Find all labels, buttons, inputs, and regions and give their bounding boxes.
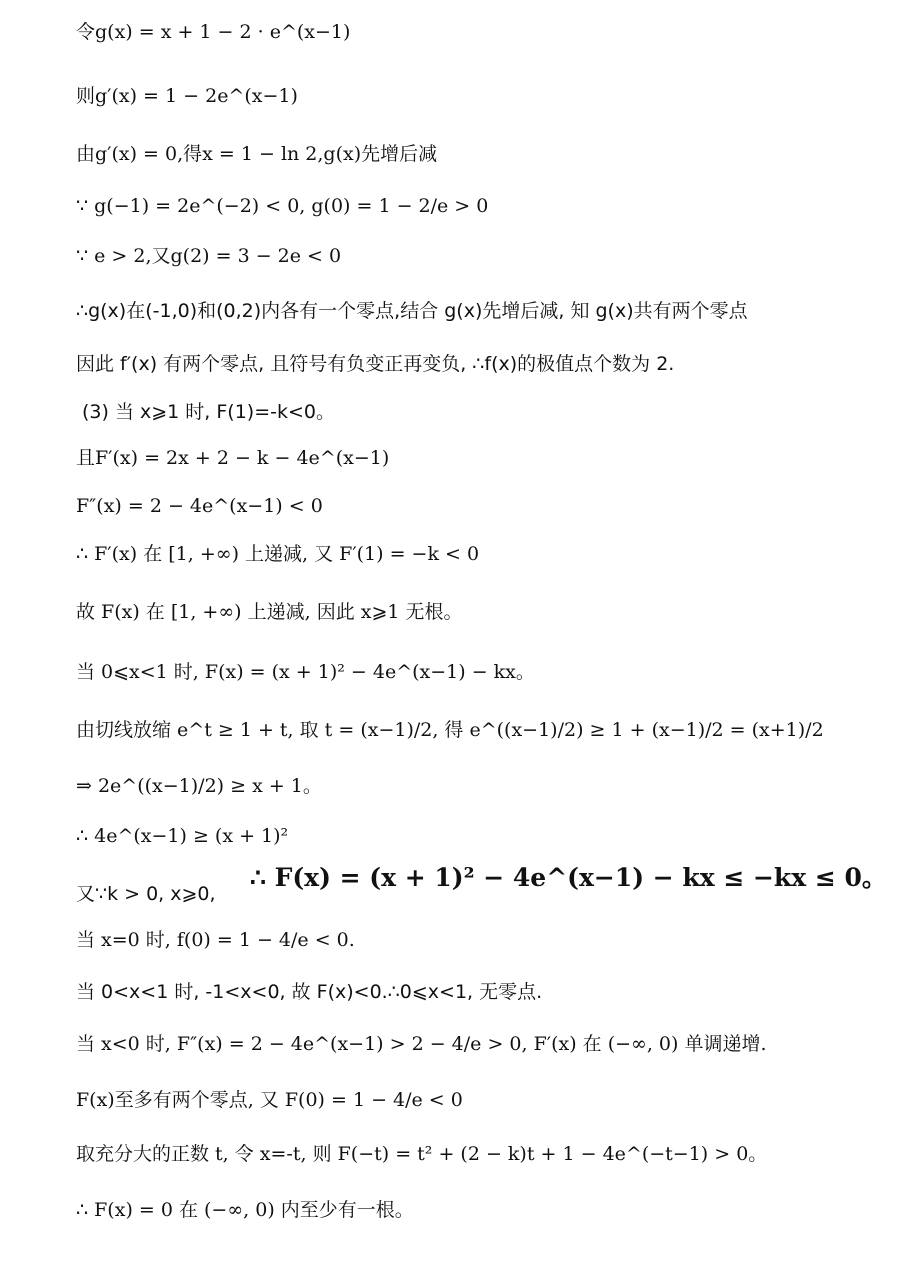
line-13: 当 0⩽x<1 时, F(x) = (x + 1)² − 4e^(x−1) − kx。 [76, 661, 535, 683]
line-24: ∴ F(x) = 0 在 (−∞, 0) 内至少有一根。 [76, 1199, 414, 1221]
line-22: F(x)至多有两个零点, 又 F(0) = 1 − 4/e < 0 [76, 1089, 463, 1111]
line-19: 当 x=0 时, f(0) = 1 − 4/e < 0. [76, 929, 355, 951]
line-10: F″(x) = 2 − 4e^(x−1) < 0 [76, 495, 323, 517]
line-12: 故 F(x) 在 [1, +∞) 上递减, 因此 x⩾1 无根。 [76, 601, 463, 623]
line-2: 则g′(x) = 1 − 2e^(x−1) [76, 85, 298, 107]
line-18: ∴ F(x) = (x + 1)² − 4e^(x−1) − kx ≤ −kx ≤ 0。 [250, 863, 887, 892]
line-20: 当 0<x<1 时, -1<x<0, 故 F(x)<0.∴0⩽x<1, 无零点. [76, 981, 543, 1003]
line-4: ∵ g(−1) = 2e^(−2) < 0, g(0) = 1 − 2/e > 0 [76, 195, 489, 217]
line-11: ∴ F′(x) 在 [1, +∞) 上递减, 又 F′(1) = −k < 0 [76, 543, 480, 565]
line-9: 且F′(x) = 2x + 2 − k − 4e^(x−1) [76, 447, 390, 469]
line-21: 当 x<0 时, F″(x) = 2 − 4e^(x−1) > 2 − 4/e > 0, F′(x) 在 (−∞, 0) 单调递增. [76, 1033, 767, 1055]
line-7: 因此 f′(x) 有两个零点, 且符号有负变正再变负, ∴f(x)的极值点个数为 2. [76, 353, 675, 375]
line-16: ∴ 4e^(x−1) ≥ (x + 1)² [76, 825, 289, 847]
line-8: (3) 当 x⩾1 时, F(1)=-k<0。 [82, 401, 335, 423]
line-17: 又∵k > 0, x⩾0, [76, 883, 216, 905]
line-23: 取充分大的正数 t, 令 x=-t, 则 F(−t) = t² + (2 − k)t + 1 − 4e^(−t−1) > 0。 [76, 1143, 768, 1165]
line-3: 由g′(x) = 0,得x = 1 − ln 2,g(x)先增后减 [76, 143, 438, 165]
line-15: ⇒ 2e^((x−1)/2) ≥ x + 1。 [76, 775, 322, 797]
line-1: 令g(x) = x + 1 − 2 · e^(x−1) [76, 21, 351, 43]
line-14: 由切线放缩 e^t ≥ 1 + t, 取 t = (x−1)/2, 得 e^((x−1)/2) ≥ 1 + (x−1)/2 = (x+1)/2 [76, 719, 824, 741]
line-5: ∵ e > 2,又g(2) = 3 − 2e < 0 [76, 245, 342, 267]
line-6: ∴g(x)在(-1,0)和(0,2)内各有一个零点,结合 g(x)先增后减, 知 g(x)共有两个零点 [76, 300, 748, 322]
